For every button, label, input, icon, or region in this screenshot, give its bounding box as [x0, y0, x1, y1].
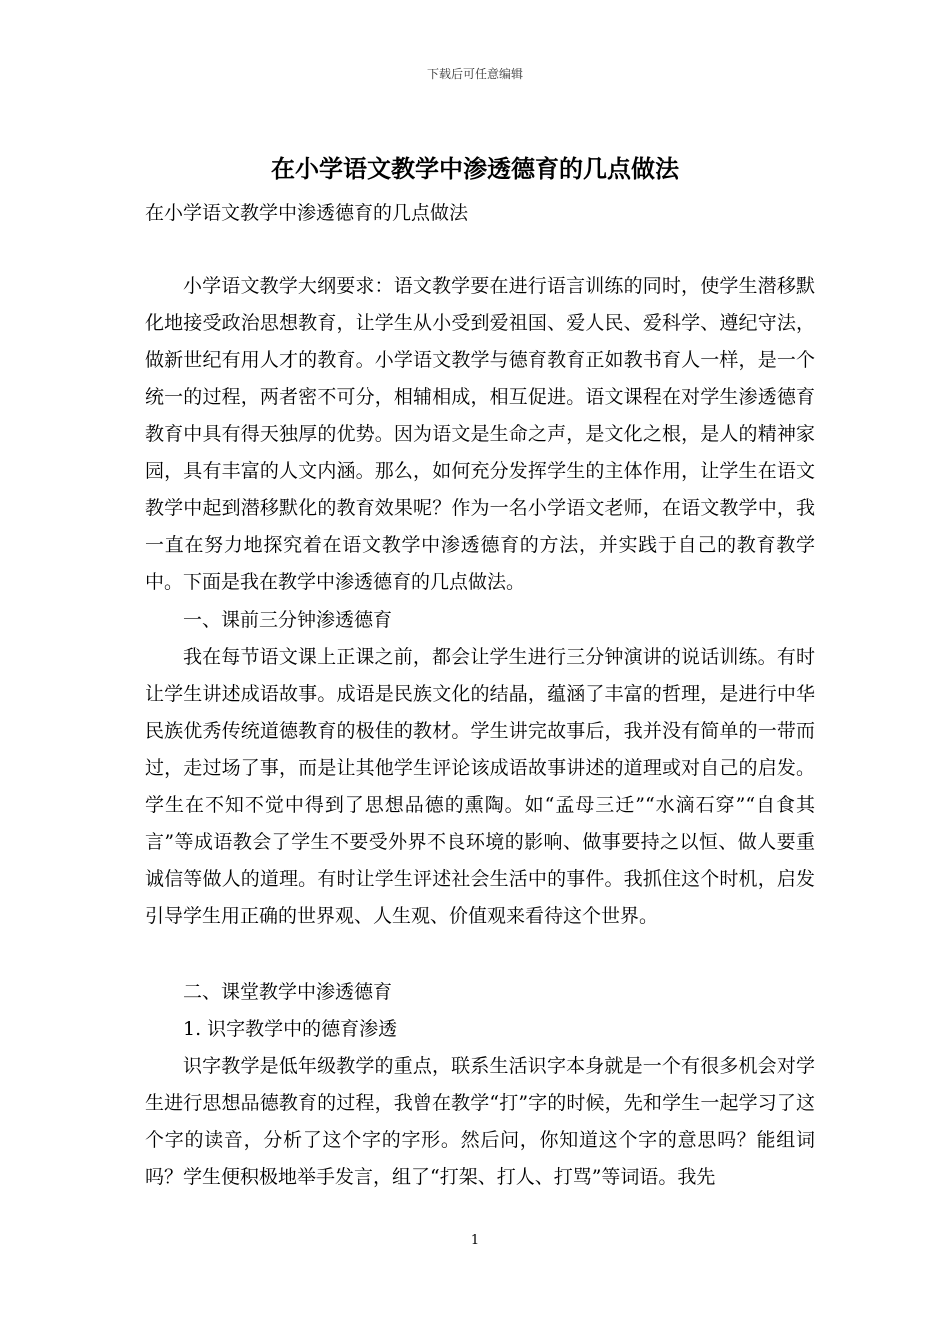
page-header-note: 下载后可任意编辑	[426, 67, 523, 81]
section2-subheading: 1. 识字教学中的德育渗透	[183, 1018, 398, 1040]
section2-sub1-block	[145, 1011, 815, 1048]
section2-heading: 二、课堂教学中渗透德育	[183, 981, 393, 1003]
intro-block	[145, 268, 815, 601]
document-title: 在小学语文教学中渗透德育的几点做法	[271, 154, 679, 183]
section2-paragraph: 识字教学是低年级教学的重点，联系生活识字本身就是一个有很多机会对学生进行思想品德教育的过程，我曾在教学“打”字的时候，先和学生一起学习了这个字的读音，分析了这个字的字形。然后问，你知道这个字的意思吗？能组词吗？学生便积极地举手发言，组了“打架、打人、打骂”等词语。我先	[145, 1055, 815, 1188]
section1-heading: 一、课前三分钟渗透德育	[183, 609, 393, 631]
document-subtitle: 在小学语文教学中渗透德育的几点做法	[145, 202, 469, 224]
section1-block	[145, 639, 815, 935]
page-number: 1	[470, 1233, 480, 1248]
section2-block	[145, 1048, 815, 1196]
section2-heading-block	[145, 974, 815, 1011]
section1-heading-block	[145, 602, 815, 639]
section1-paragraph: 我在每节语文课上正课之前，都会让学生进行三分钟演讲的说话训练。有时让学生讲述成语故事。成语是民族文化的结晶，蕴涵了丰富的哲理，是进行中华民族优秀传统道德教育的极佳的教材。学生讲完故事后，我并没有简单的一带而过，走过场了事，而是让其他学生评论该成语故事讲述的道理或对自己的启发。学生在不知不觉中得到了思想品德的熏陶。如“孟母三迁”“水滴石穿”“自食其言”等成语教会了学生不要受外界不良环境的影响、做事要持之以恒、做人要重诚信等做人的道理。有时让学生评述社会生活中的事件。我抓住这个时机，启发引导学生用正确的世界观、人生观、价值观来看待这个世界。	[145, 646, 815, 927]
intro-paragraph: 小学语文教学大纲要求：语文教学要在进行语言训练的同时，使学生潜移默化地接受政治思想教育，让学生从小受到爱祖国、爱人民、爱科学、遵纪守法，做新世纪有用人才的教育。小学语文教学与德育教育正如教书育人一样，是一个统一的过程，两者密不可分，相辅相成，相互促进。语文课程在对学生渗透德育教育中具有得天独厚的优势。因为语文是生命之声，是文化之根，是人的精神家园，具有丰富的人文内涵。那么，如何充分发挥学生的主体作用，让学生在语文教学中起到潜移默化的教育效果呢？作为一名小学语文老师，在语文教学中，我一直在努力地探究着在语文教学中渗透德育的方法，并实践于自己的教育教学中。下面是我在教学中渗透德育的几点做法。	[145, 275, 815, 593]
